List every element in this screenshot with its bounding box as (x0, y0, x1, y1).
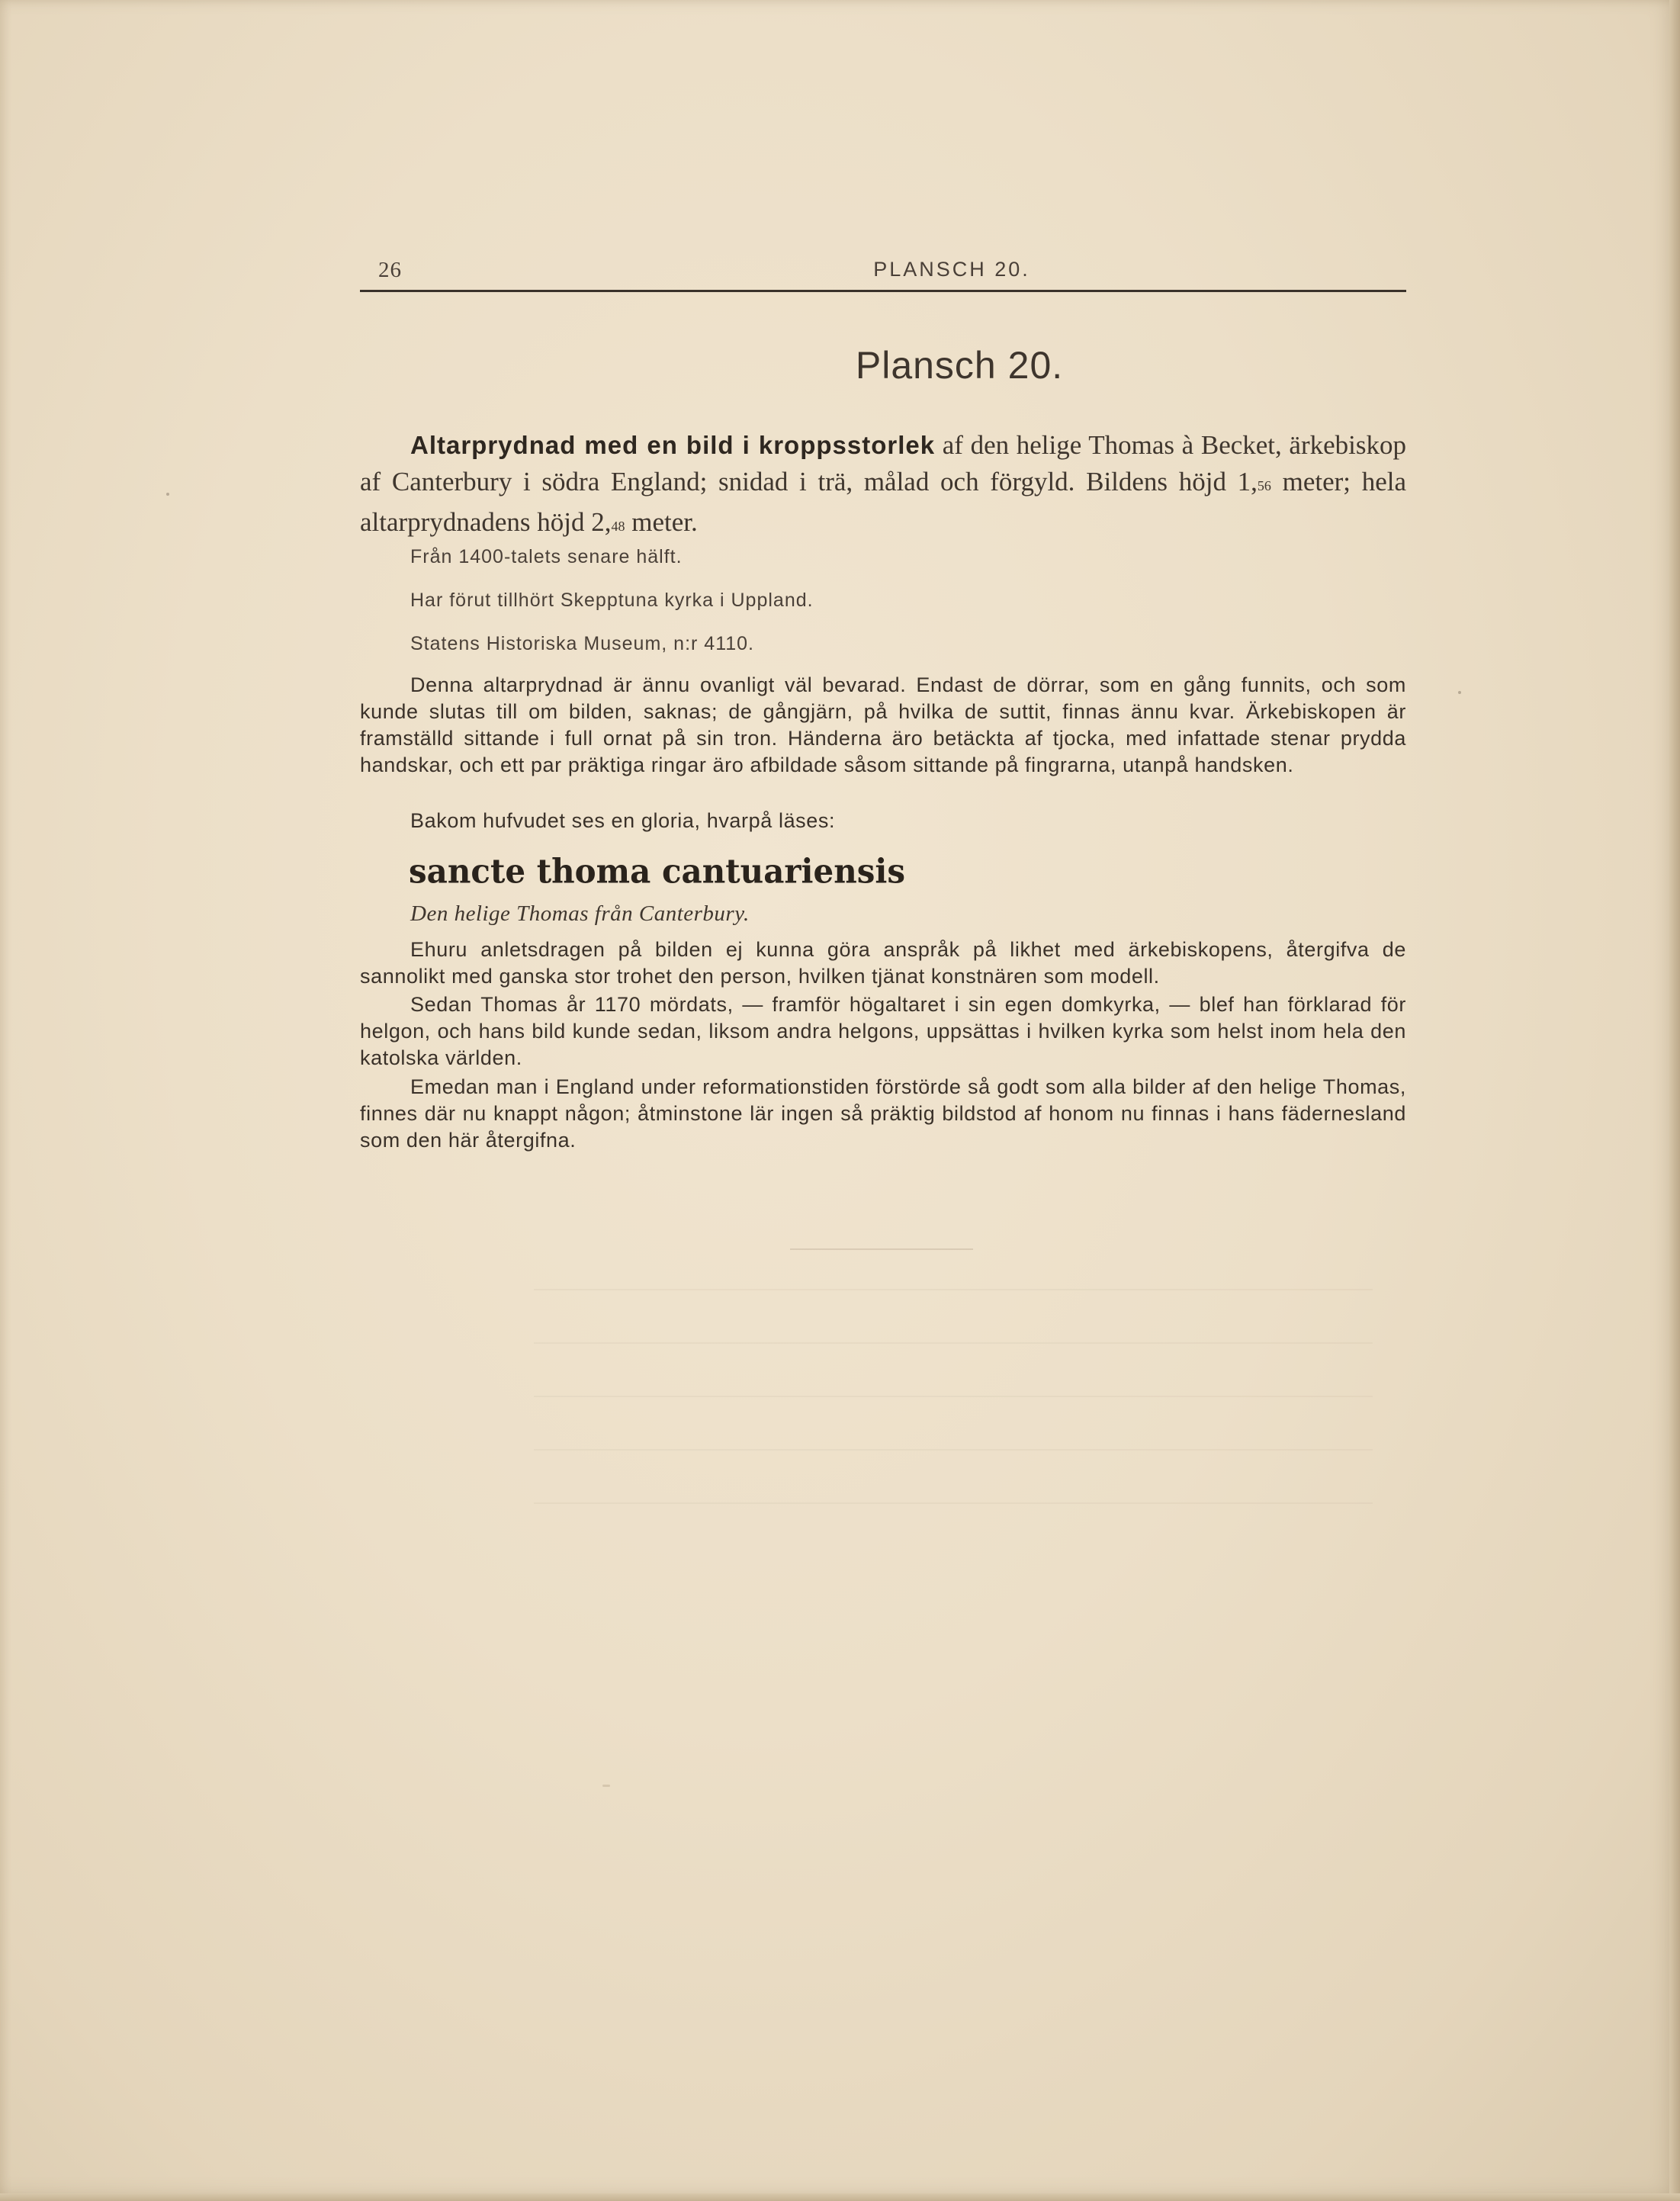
paper-speck (166, 493, 169, 496)
paragraph-canonization: Sedan Thomas år 1170 mördats, — framför högaltaret i sin egen domkyrka, — blef han förklarad för helgon, och hans bild kunde sedan, liksom andra helgons, uppsättas i hvilken kyrka som helst inom hela den katolska världen. (360, 993, 1406, 1069)
paper-speck (1458, 691, 1461, 694)
plate-title: Plansch 20. (855, 344, 1064, 387)
faint-rule (790, 1248, 973, 1250)
meta-date: Från 1400-talets senare hälft. (410, 546, 683, 567)
page-number: 26 (378, 258, 402, 282)
lead-text-3: meter. (625, 507, 698, 537)
lead-paragraph (360, 427, 1406, 545)
running-title: PLANSCH 20. (873, 258, 1030, 281)
inscription-translation: Den helige Thomas från Canterbury. (410, 901, 750, 926)
lead-text-2: meter; hela altarprydnadens höjd 2, (360, 467, 1406, 537)
page-edge (1669, 0, 1680, 2201)
show-through-line (534, 1342, 1373, 1344)
paragraph-description: Denna altarprydnad är ännu ovanligt väl bevarad. Endast de dörrar, som en gång funnits, och som kunde slutas till om bilden, saknas; de gångjärn, på hvilka de suttit, finnas ännu kvar. Ärkebiskopen är framställd sittande i full ornat på sin tron. Händerna äro betäckta af tjocka, med infattade stenar prydda handskar, och ett par präktiga ringar äro afbildade såsom sittande på fingrarna, utanpå handsken. (360, 673, 1406, 776)
paper-mark (602, 1785, 610, 1787)
lead-subscript-1: 56 (1257, 478, 1271, 493)
show-through-line (534, 1502, 1373, 1504)
lead-text-1: af den helige Thomas à Becket, ärkebiskop af Canterbury i södra England; snidad i trä, målad och förgyld. Bildens höjd 1, (360, 430, 1406, 496)
lead-subscript-2: 48 (611, 519, 625, 534)
page-bottom-edge (0, 2193, 1680, 2201)
lead-bold-heading: Altarprydnad med en bild i kroppsstorlek (410, 431, 936, 459)
meta-provenance: Har förut tillhört Skepptuna kyrka i Uppland. (410, 590, 814, 611)
paragraph-gloria: Bakom hufvudet ses en gloria, hvarpå läses: (410, 809, 836, 832)
running-header (360, 258, 1406, 292)
gothic-inscription: sancte thoma cantuariensis (409, 851, 905, 892)
show-through-line (534, 1396, 1373, 1397)
paragraph-reformation: Emedan man i England under reformationstiden förstörde så godt som alla bilder af den helige Thomas, finnes där nu knappt någon; åtminstone lär ingen så präktig bildstod af honom nu finnas i hans fädernesland som den här återgifna. (360, 1075, 1406, 1152)
show-through-line (534, 1289, 1373, 1290)
paragraph-likeness: Ehuru anletsdragen på bilden ej kunna göra anspråk på likhet med ärkebiskopens, återgifva de sannolikt med ganska stor trohet den person, hvilken tjänat konstnären som modell. (360, 938, 1406, 988)
show-through-line (534, 1449, 1373, 1451)
meta-museum: Statens Historiska Museum, n:r 4110. (410, 633, 754, 654)
